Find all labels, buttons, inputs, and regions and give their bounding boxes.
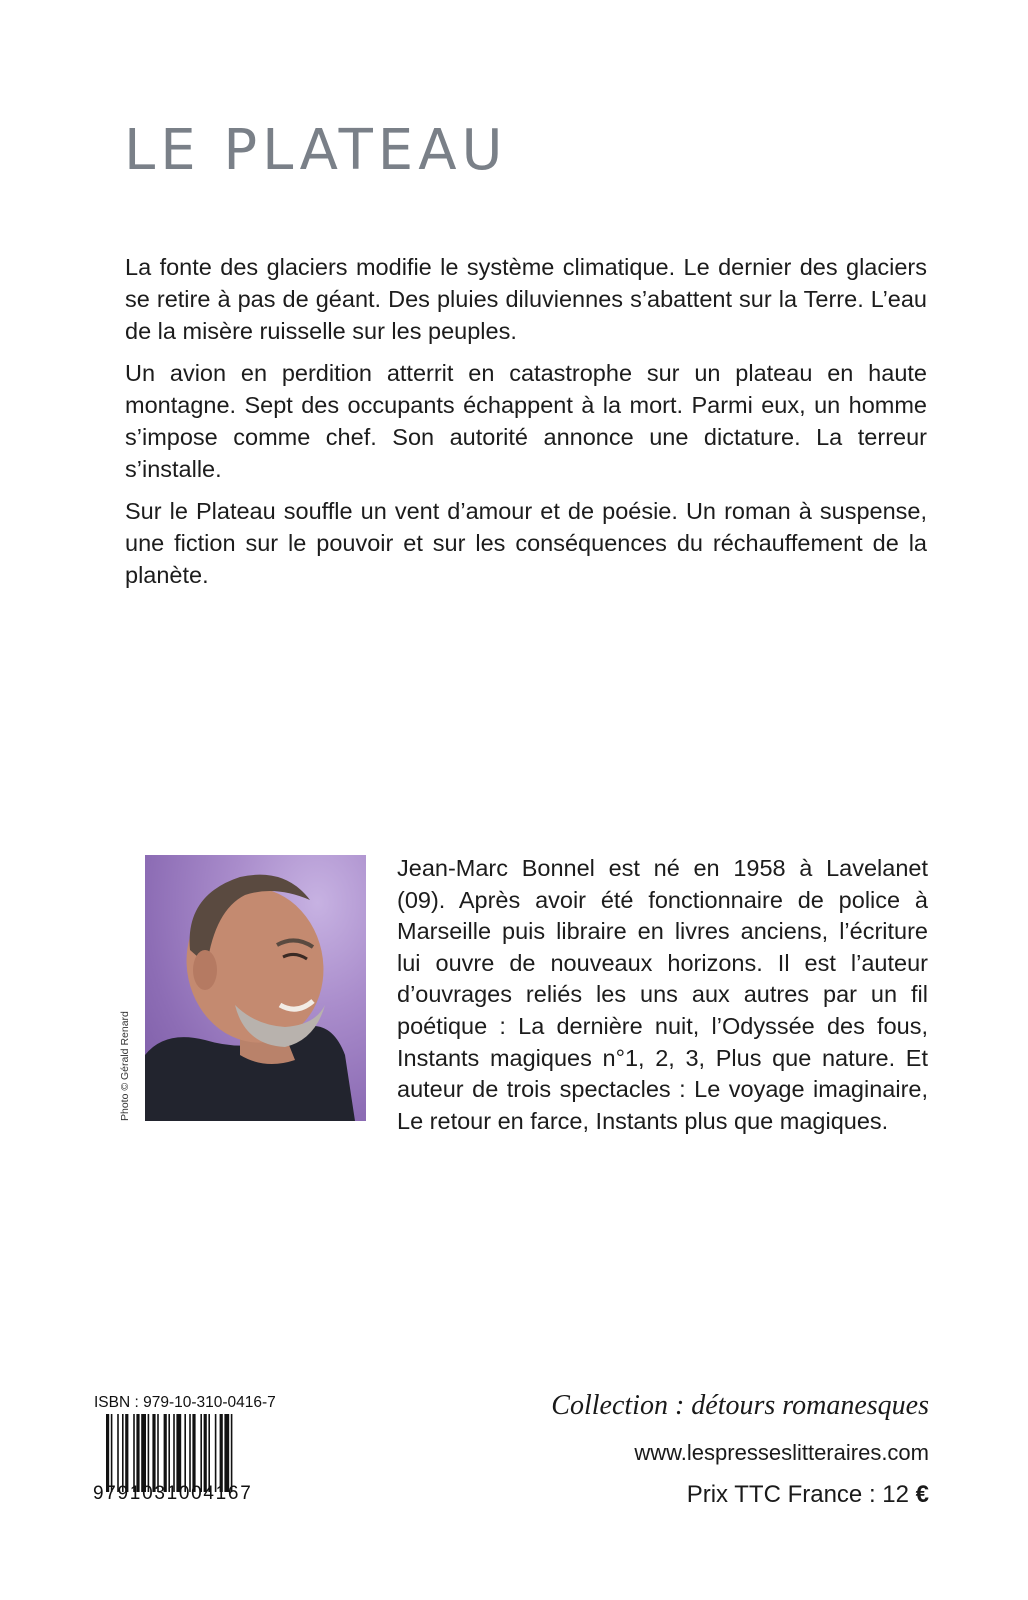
barcode-bar [189,1414,191,1492]
synopsis [125,251,927,601]
publisher-website: www.lespresseslitteraires.com [634,1440,929,1465]
barcode-bar [224,1414,229,1492]
barcode [106,1414,276,1492]
barcode-bar [215,1414,217,1492]
barcode-bar [164,1414,167,1492]
barcode-bar [141,1414,146,1492]
collection-label: Collection : détours romanesques [551,1390,929,1421]
synopsis-paragraph-2: Un avion en perdition atterrit en catastrophe sur un plateau en haute montagne. Sept des occupants échappent à la mort. Parmi eux, un homme s’impose comme chef. Son autorité annonce une dictature. La terreur s’installe. [125,360,927,482]
price-label: Prix TTC France : 12 [686,1481,909,1508]
barcode-bar [208,1414,210,1492]
synopsis-paragraph-3: Sur le Plateau souffle un vent d’amour et de poésie. Un roman à suspense, une fiction sur le pouvoir et sur les conséquences du réchauffement de la planète. [125,498,927,588]
barcode-bar [152,1414,155,1492]
barcode-bar [133,1414,135,1492]
book-title: LE PLATEAU [124,118,508,183]
barcode-bar [125,1414,128,1492]
barcode-bar [204,1414,207,1492]
barcode-bar [200,1414,202,1492]
isbn-label: ISBN : 979-10-310-0416-7 [94,1394,276,1411]
barcode-bar [173,1414,175,1492]
barcode-bar [122,1414,124,1492]
barcode-number: 9791031004167 [93,1483,253,1504]
photo-credit: Photo © Gérald Renard [119,1011,131,1121]
price [687,1481,929,1509]
barcode-bar [148,1414,150,1492]
barcode-bar [136,1414,139,1492]
barcode-bar [106,1414,109,1492]
barcode-bar [157,1414,159,1492]
barcode-bar [220,1414,223,1492]
author-photo [145,855,366,1121]
synopsis-paragraph-1: La fonte des glaciers modifie le système climatique. Le dernier des glaciers se retire à pas de géant. Des pluies diluviennes s’abattent sur la Terre. L’eau de la misère ruisselle sur les peuples. [125,254,927,344]
barcode-bar [192,1414,195,1492]
barcode-bar [111,1414,113,1492]
author-portrait-illustration [145,855,366,1121]
currency-symbol: € [915,1481,929,1508]
barcode-bar [231,1414,233,1492]
barcode-bar [184,1414,186,1492]
barcode-bar [168,1414,170,1492]
barcode-bar [117,1414,119,1492]
author-bio: Jean-Marc Bonnel est né en 1958 à Lavelanet (09). Après avoir été fonctionnaire de police à Marseille puis libraire en livres anciens, l’écriture lui ouvre de nouveaux horizons. Il est l’auteur d’ouvrages reliés les uns aux autres par un fil poétique : La dernière nuit, l’Odyssée des fous, Instants magiques n°1, 2, 3, Plus que nature. Et auteur de trois spectacles : Le voyage imaginaire, Le retour en farce, Instants plus que magiques. [397,855,928,1134]
barcode-bar [176,1414,181,1492]
